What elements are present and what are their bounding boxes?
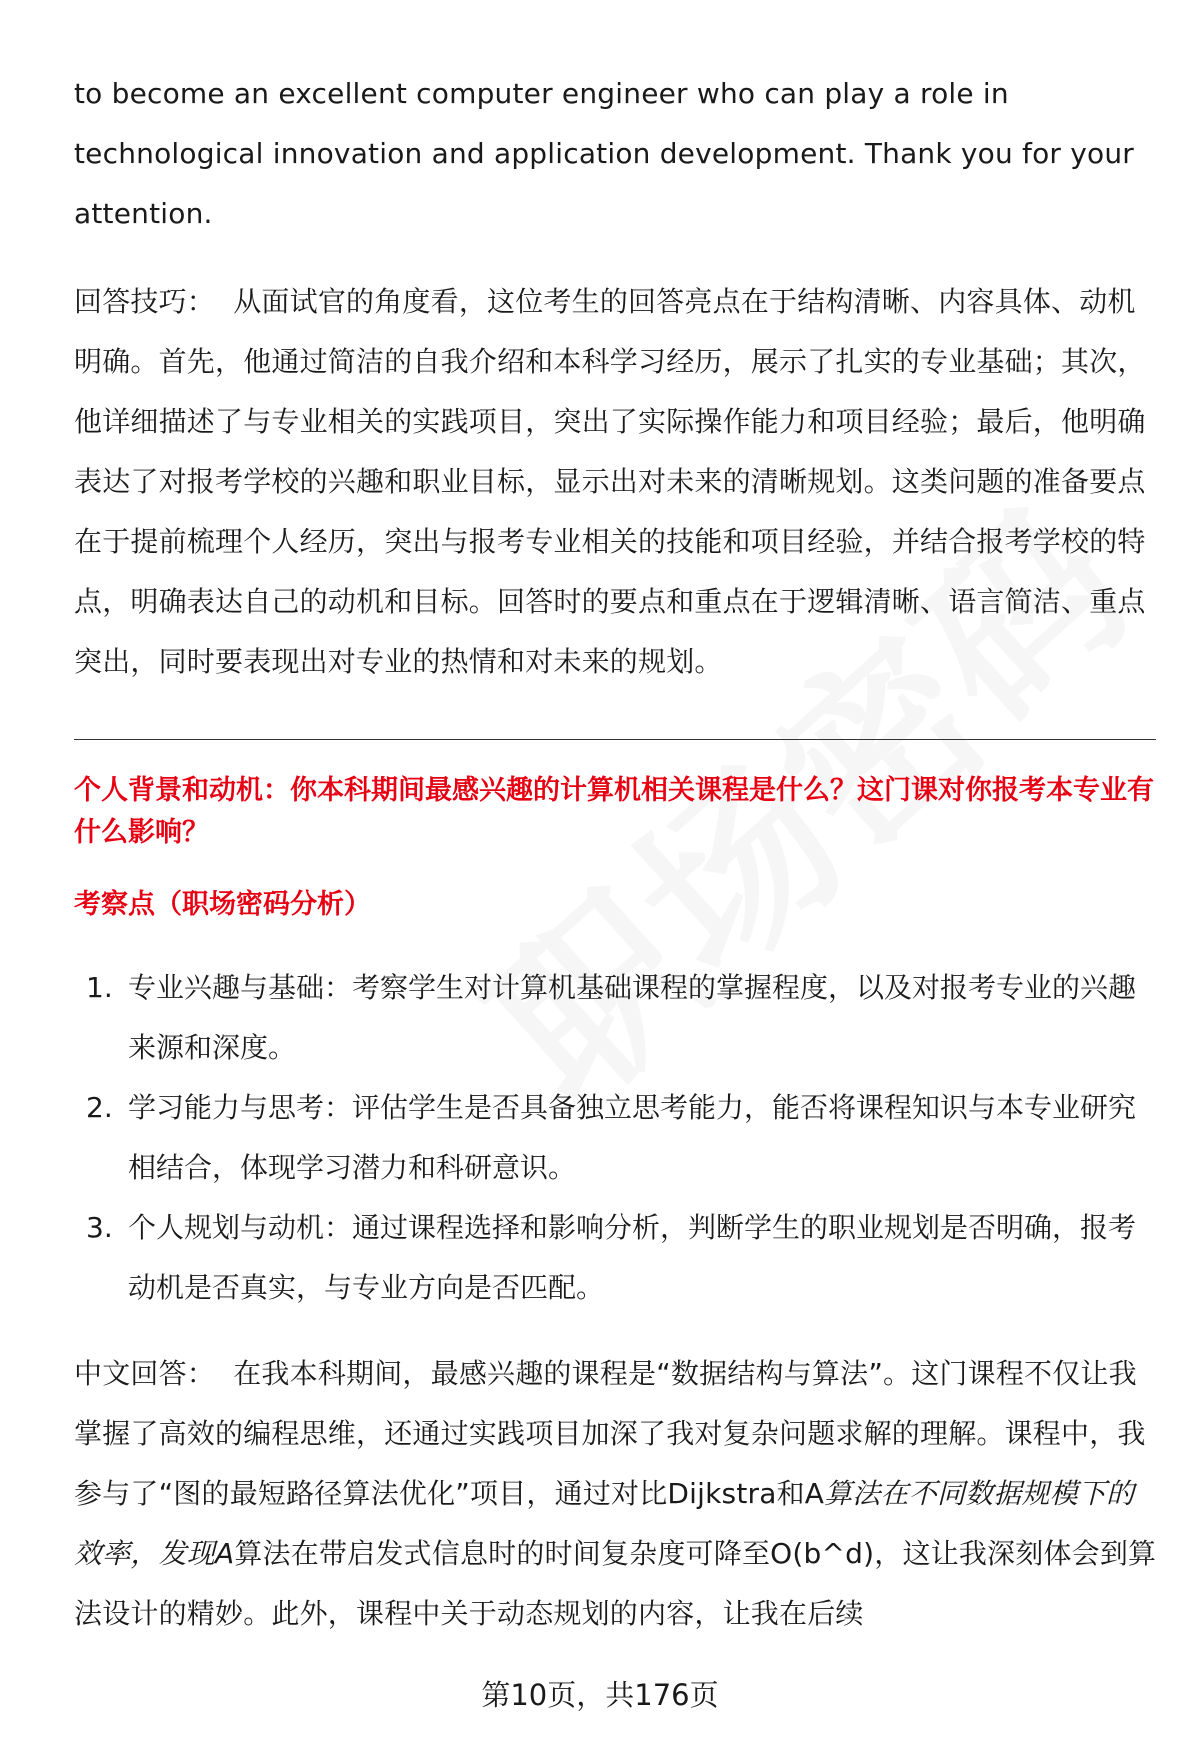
tips-paragraph (74, 272, 1160, 692)
answer-text-part2: 算法在带启发式信息时的时间复杂度可降至O(b^d)，这让我深刻体会到算法设计的精妙。此外，课程中关于动态规划的内容，让我在后续 (74, 1537, 1157, 1630)
list-item-text: 专业兴趣与基础：考察学生对计算机基础课程的掌握程度，以及对报考专业的兴趣来源和深度。 (128, 971, 1137, 1064)
list-item (74, 958, 1160, 1078)
list-item-number: 3. (86, 1211, 113, 1244)
tips-text: 从面试官的角度看，这位考生的回答亮点在于结构清晰、内容具体、动机明确。首先，他通过简洁的自我介绍和本科学习经历，展示了扎实的专业基础；其次，他详细描述了与专业相关的实践项目，突出了实际操作能力和项目经验；最后，他明确表达了对报考学校的兴趣和职业目标，显示出对未来的清晰规划。这类问题的准备要点在于提前梳理个人经历，突出与报考专业相关的技能和项目经验，并结合报考学校的特点，明确表达自己的动机和目标。回答时的要点和重点在于逻辑清晰、语言简洁、重点突出，同时要表现出对专业的热情和对未来的规划。 (74, 285, 1146, 678)
question-heading: 个人背景和动机：你本科期间最感兴趣的计算机相关课程是什么？这门课对你报考本专业有什么影响？ (74, 775, 1154, 848)
section-divider (74, 739, 1156, 740)
list-item-number: 2. (86, 1091, 113, 1124)
assessment-heading: 考察点（职场密码分析） (74, 889, 371, 920)
list-item-number: 1. (86, 971, 113, 1004)
tips-label: 回答技巧： (74, 285, 216, 318)
list-item-text: 学习能力与思考：评估学生是否具备独立思考能力，能否将课程知识与本专业研究相结合，体现学习潜力和科研意识。 (128, 1091, 1137, 1184)
answer-paragraph (74, 1344, 1160, 1644)
answer-text-italic: 算法在不同数据规模下的效率，发现A (74, 1477, 1135, 1570)
list-item (74, 1198, 1160, 1318)
intro-paragraph: to become an excellent computer engineer who can play a role in technological innovation and application development. Thank you for your attention. (74, 77, 1134, 230)
answer-label: 中文回答： (74, 1357, 216, 1390)
answer-text-part1: 在我本科期间，最感兴趣的课程是“数据结构与算法”。这门课程不仅让我掌握了高效的编程思维，还通过实践项目加深了我对复杂问题求解的理解。课程中，我参与了“图的最短路径算法优化”项目，通过对比Dijkstra和A (74, 1357, 1146, 1510)
page-number-footer: 第10页，共176页 (481, 1678, 719, 1712)
list-item (74, 1078, 1160, 1198)
list-item-text: 个人规划与动机：通过课程选择和影响分析，判断学生的职业规划是否明确，报考动机是否真实，与专业方向是否匹配。 (128, 1211, 1137, 1304)
assessment-list (74, 958, 1160, 1318)
